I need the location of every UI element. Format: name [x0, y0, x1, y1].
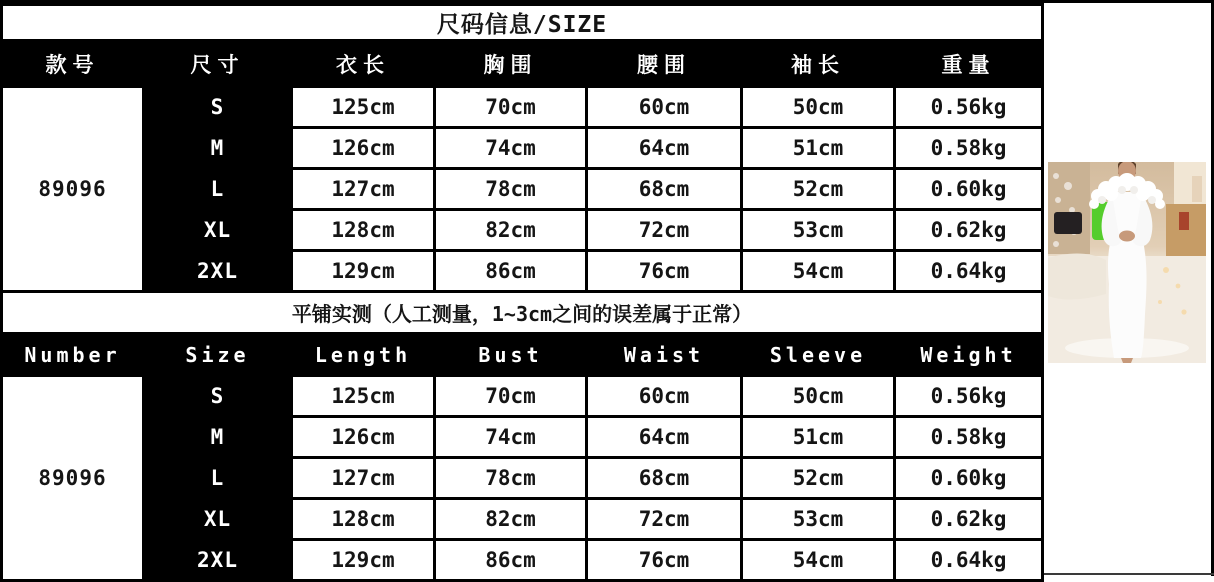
cn-header-weight: 重量: [895, 41, 1043, 87]
length-cell: 125cm: [292, 376, 435, 417]
sleeve-cell: 54cm: [742, 251, 895, 292]
en-header-size: Size: [144, 334, 292, 376]
measurement-note: 平铺实测（人工测量，1~3cm之间的误差属于正常）: [2, 292, 1043, 334]
model-photo-illustration: [1048, 162, 1206, 363]
cn-row-xl: [2, 210, 1043, 251]
bust-cell: 78cm: [435, 169, 587, 210]
length-cell: 127cm: [292, 458, 435, 499]
sleeve-cell: 50cm: [742, 87, 895, 128]
title-row: [2, 5, 1043, 41]
cn-header-size: 尺寸: [144, 41, 292, 87]
en-row-m: [2, 417, 1043, 458]
bust-cell: 70cm: [435, 376, 587, 417]
weight-cell: 0.56kg: [895, 376, 1043, 417]
size-cell: M: [144, 128, 292, 169]
cn-header-waist: 腰围: [587, 41, 742, 87]
size-cell: S: [144, 376, 292, 417]
bust-cell: 70cm: [435, 87, 587, 128]
weight-cell: 0.64kg: [895, 540, 1043, 581]
waist-cell: 60cm: [587, 87, 742, 128]
waist-cell: 68cm: [587, 458, 742, 499]
en-header-weight: Weight: [895, 334, 1043, 376]
cn-header-style-number: 款号: [2, 41, 144, 87]
length-cell: 127cm: [292, 169, 435, 210]
length-cell: 129cm: [292, 540, 435, 581]
cn-row-2xl: [2, 251, 1043, 292]
sleeve-cell: 52cm: [742, 169, 895, 210]
length-cell: 128cm: [292, 210, 435, 251]
product-photo: [1048, 162, 1206, 363]
bust-cell: 74cm: [435, 417, 587, 458]
weight-cell: 0.62kg: [895, 210, 1043, 251]
cn-header-row: [2, 41, 1043, 87]
size-cell: S: [144, 87, 292, 128]
size-cell: L: [144, 458, 292, 499]
waist-cell: 64cm: [587, 128, 742, 169]
length-cell: 129cm: [292, 251, 435, 292]
waist-cell: 64cm: [587, 417, 742, 458]
size-cell: XL: [144, 210, 292, 251]
cn-header-sleeve: 袖长: [742, 41, 895, 87]
size-cell: 2XL: [144, 540, 292, 581]
page-title: 尺码信息/SIZE: [2, 5, 1043, 41]
sleeve-cell: 50cm: [742, 376, 895, 417]
sleeve-cell: 52cm: [742, 458, 895, 499]
bust-cell: 78cm: [435, 458, 587, 499]
waist-cell: 72cm: [587, 499, 742, 540]
waist-cell: 76cm: [587, 251, 742, 292]
size-cell: 2XL: [144, 251, 292, 292]
waist-cell: 60cm: [587, 376, 742, 417]
sleeve-cell: 53cm: [742, 210, 895, 251]
cn-header-bust: 胸围: [435, 41, 587, 87]
en-header-length: Length: [292, 334, 435, 376]
sleeve-cell: 51cm: [742, 417, 895, 458]
banner-row: [2, 292, 1043, 334]
sleeve-cell: 51cm: [742, 128, 895, 169]
bust-cell: 86cm: [435, 251, 587, 292]
bust-cell: 82cm: [435, 210, 587, 251]
cn-header-length: 衣长: [292, 41, 435, 87]
size-cell: XL: [144, 499, 292, 540]
waist-cell: 68cm: [587, 169, 742, 210]
sleeve-cell: 54cm: [742, 540, 895, 581]
cn-row-s: [2, 87, 1043, 128]
en-header-sleeve: Sleeve: [742, 334, 895, 376]
size-chart-table: [0, 3, 1044, 582]
cn-row-m: [2, 128, 1043, 169]
en-row-s: [2, 376, 1043, 417]
waist-cell: 72cm: [587, 210, 742, 251]
en-header-row: [2, 334, 1043, 376]
sheet-bottom-border: [1041, 573, 1214, 575]
size-cell: M: [144, 417, 292, 458]
weight-cell: 0.60kg: [895, 169, 1043, 210]
en-style-number-value: 89096: [2, 376, 144, 581]
size-cell: L: [144, 169, 292, 210]
length-cell: 126cm: [292, 128, 435, 169]
bust-cell: 86cm: [435, 540, 587, 581]
en-header-bust: Bust: [435, 334, 587, 376]
bust-cell: 74cm: [435, 128, 587, 169]
en-row-l: [2, 458, 1043, 499]
weight-cell: 0.56kg: [895, 87, 1043, 128]
bust-cell: 82cm: [435, 499, 587, 540]
length-cell: 126cm: [292, 417, 435, 458]
en-header-waist: Waist: [587, 334, 742, 376]
weight-cell: 0.58kg: [895, 128, 1043, 169]
en-header-number: Number: [2, 334, 144, 376]
weight-cell: 0.64kg: [895, 251, 1043, 292]
length-cell: 128cm: [292, 499, 435, 540]
weight-cell: 0.58kg: [895, 417, 1043, 458]
sleeve-cell: 53cm: [742, 499, 895, 540]
weight-cell: 0.62kg: [895, 499, 1043, 540]
cn-row-l: [2, 169, 1043, 210]
cn-style-number-value: 89096: [2, 87, 144, 292]
length-cell: 125cm: [292, 87, 435, 128]
waist-cell: 76cm: [587, 540, 742, 581]
weight-cell: 0.60kg: [895, 458, 1043, 499]
en-row-xl: [2, 499, 1043, 540]
en-row-2xl: [2, 540, 1043, 581]
